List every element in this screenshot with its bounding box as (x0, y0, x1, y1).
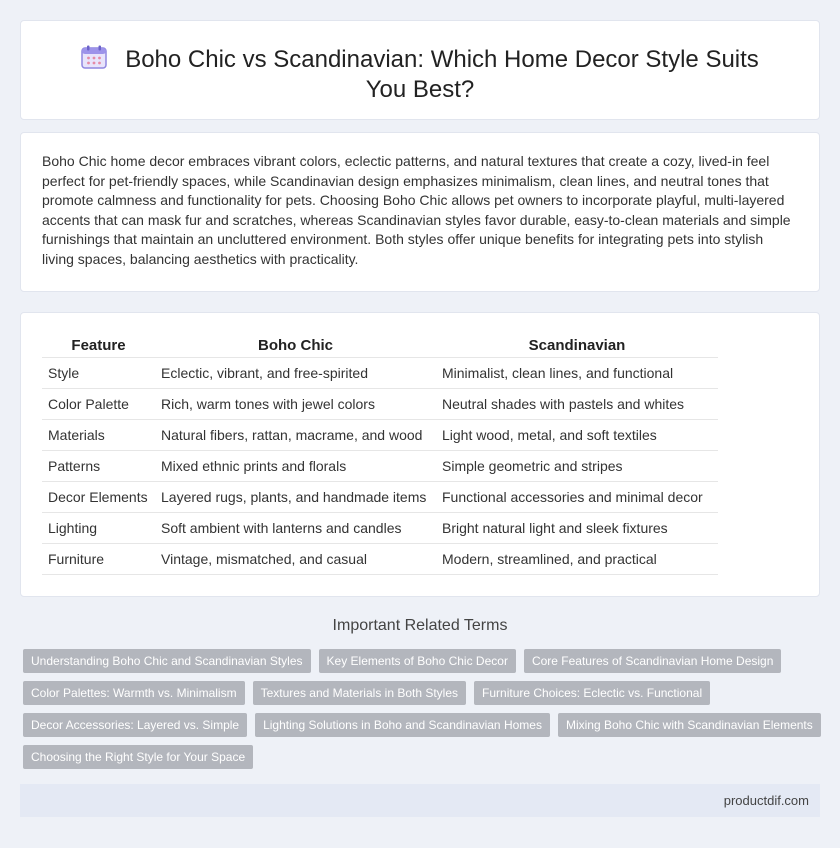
page-title (71, 45, 769, 105)
comparison-card (20, 312, 820, 597)
row-feature: Color Palette (42, 388, 155, 419)
table-row (42, 388, 718, 419)
row-feature: Lighting (42, 512, 155, 543)
row-feature: Materials (42, 419, 155, 450)
related-terms-heading: Important Related Terms (332, 617, 508, 634)
related-term-tag[interactable]: Textures and Materials in Both Styles (253, 681, 466, 705)
table-row (42, 481, 718, 512)
row-boho-chic: Mixed ethnic prints and florals (155, 450, 436, 481)
table-row (42, 450, 718, 481)
row-boho-chic: Soft ambient with lanterns and candles (155, 512, 436, 543)
calendar-icon (81, 45, 107, 69)
row-scandinavian: Simple geometric and stripes (436, 450, 718, 481)
footer (20, 784, 820, 817)
row-boho-chic: Layered rugs, plants, and handmade items (155, 481, 436, 512)
table-row (42, 419, 718, 450)
intro-card (20, 132, 820, 292)
row-scandinavian: Light wood, metal, and soft textiles (436, 419, 718, 450)
related-term-tag[interactable]: Choosing the Right Style for Your Space (23, 745, 253, 769)
row-feature: Decor Elements (42, 481, 155, 512)
related-term-tag[interactable]: Mixing Boho Chic with Scandinavian Elements (558, 713, 821, 737)
related-term-tag[interactable]: Core Features of Scandinavian Home Design (524, 649, 781, 673)
row-scandinavian: Modern, streamlined, and practical (436, 543, 718, 574)
row-scandinavian: Neutral shades with pastels and whites (436, 388, 718, 419)
header-card (20, 20, 820, 120)
header-feature: Feature (42, 335, 155, 357)
related-terms-list (23, 649, 823, 769)
related-term-tag[interactable]: Decor Accessories: Layered vs. Simple (23, 713, 247, 737)
row-boho-chic: Natural fibers, rattan, macrame, and wood (155, 419, 436, 450)
related-term-tag[interactable]: Key Elements of Boho Chic Decor (319, 649, 516, 673)
related-term-tag[interactable]: Lighting Solutions in Boho and Scandinavian Homes (255, 713, 550, 737)
related-term-tag[interactable]: Furniture Choices: Eclectic vs. Functional (474, 681, 710, 705)
table-row (42, 543, 718, 574)
table-row (42, 512, 718, 543)
row-scandinavian: Functional accessories and minimal decor (436, 481, 718, 512)
row-feature: Furniture (42, 543, 155, 574)
header-boho-chic: Boho Chic (155, 335, 436, 357)
footer-site-link[interactable]: productdif.com (723, 793, 809, 808)
row-boho-chic: Vintage, mismatched, and casual (155, 543, 436, 574)
title-wrap (21, 45, 819, 105)
comparison-table (42, 335, 718, 575)
header-scandinavian: Scandinavian (436, 335, 718, 357)
row-feature: Style (42, 357, 155, 388)
page-title-text: Boho Chic vs Scandinavian: Which Home Decor Style Suits You Best? (125, 46, 759, 103)
table-header-row (42, 335, 718, 357)
row-scandinavian: Bright natural light and sleek fixtures (436, 512, 718, 543)
intro-paragraph: Boho Chic home decor embraces vibrant colors, eclectic patterns, and natural textures that create a cozy, lived-in feel perfect for pet-friendly spaces, while Scandinavian design emphasizes minimalism, clean lines, and neutral tones that promote calmness and functionality for pets. Choosing Boho Chic allows pet owners to incorporate playful, multi-layered accents that can mask fur and scratches, whereas Scandinavian styles favor durable, easy-to-clean materials and simple furnishings that maintain an uncluttered environment. Both styles offer unique benefits for integrating pets into stylish living spaces, balancing aesthetics with practicality. (42, 153, 791, 267)
row-boho-chic: Eclectic, vibrant, and free-spirited (155, 357, 436, 388)
row-boho-chic: Rich, warm tones with jewel colors (155, 388, 436, 419)
related-term-tag[interactable]: Color Palettes: Warmth vs. Minimalism (23, 681, 245, 705)
row-feature: Patterns (42, 450, 155, 481)
row-scandinavian: Minimalist, clean lines, and functional (436, 357, 718, 388)
related-term-tag[interactable]: Understanding Boho Chic and Scandinavian Styles (23, 649, 311, 673)
table-row (42, 357, 718, 388)
